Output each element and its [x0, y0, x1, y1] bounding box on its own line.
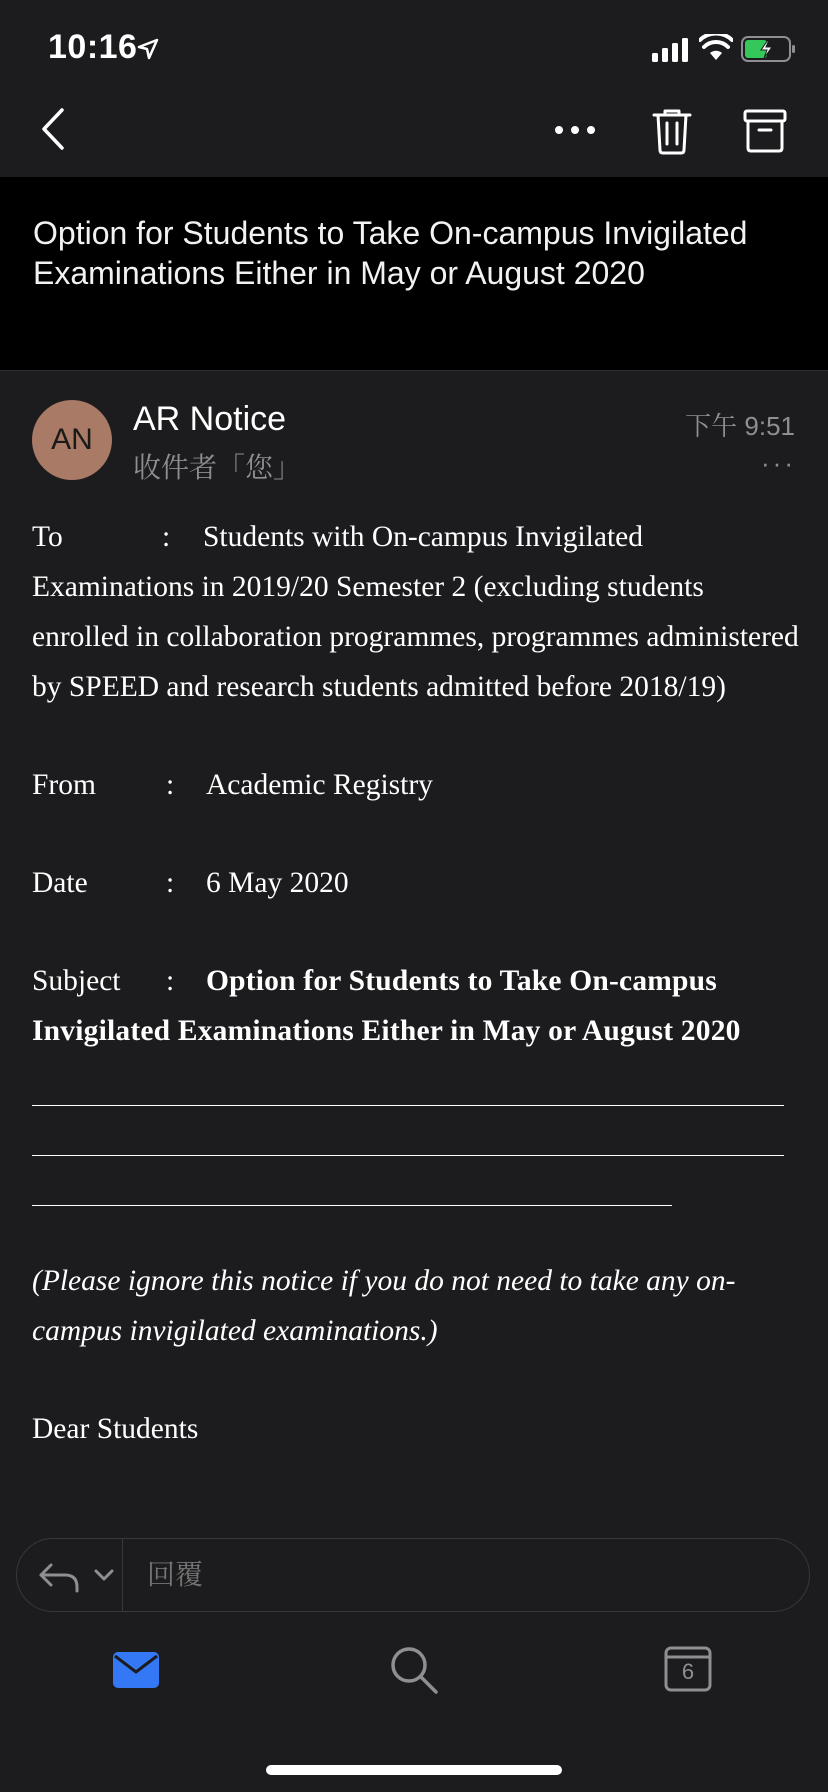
delete-button[interactable] [650, 106, 694, 156]
tab-calendar[interactable] [664, 1644, 712, 1692]
more-options-button[interactable] [552, 110, 598, 150]
calendar-day: 6 [681, 1659, 695, 1684]
chevron-left-icon [34, 104, 74, 154]
subject-banner [0, 177, 828, 371]
chevron-down-icon[interactable] [93, 1567, 115, 1583]
greeting: Dear Students [32, 1413, 199, 1445]
battery-charging-icon [741, 35, 797, 63]
cellular-signal-icon [652, 38, 690, 62]
to-value: Students with On-campus Invigilated Examinations in 2019/20 Semester 2 (excluding students enrolled in collaboration programmes, programmes administered by SPEED and research students admitted before 2018/19) [32, 521, 799, 703]
to-label: To [32, 521, 63, 553]
back-button[interactable] [34, 104, 74, 154]
date-label: Date [32, 867, 88, 899]
separator-line [32, 1056, 784, 1106]
message-time: 下午 9:51 [685, 411, 795, 441]
tab-mail[interactable] [112, 1650, 160, 1690]
reply-arrow-icon[interactable] [37, 1561, 81, 1593]
message-more-button[interactable]: ··· [761, 448, 796, 478]
separator-line [32, 1106, 784, 1156]
separator-line [32, 1156, 672, 1206]
from-label: From [32, 769, 96, 801]
home-indicator [266, 1765, 562, 1775]
date-line [32, 858, 802, 908]
mail-envelope-icon [112, 1650, 160, 1690]
subject-label: Subject [32, 965, 121, 997]
tab-search[interactable] [388, 1644, 440, 1696]
ignore-note: (Please ignore this notice if you do not need to take any on-campus invigilated examinations.) [32, 1265, 736, 1347]
message-body [32, 512, 802, 1454]
reply-bar [16, 1538, 810, 1612]
colon: : [162, 521, 171, 553]
wifi-icon [699, 34, 733, 62]
to-line [32, 512, 802, 712]
sender-avatar[interactable]: AN [32, 400, 112, 480]
from-line [32, 760, 802, 810]
recipient-line: 收件者「您」 [133, 452, 302, 483]
message-subject: Option for Students to Take On-campus Invigilated Examinations Either in May or August 2020 [33, 215, 748, 291]
date-value: 6 May 2020 [206, 867, 349, 899]
reply-divider [122, 1539, 123, 1611]
archive-box-icon [742, 108, 788, 154]
colon: : [166, 769, 175, 801]
separator-lines [32, 1056, 784, 1206]
colon: : [166, 965, 175, 997]
trash-icon [650, 106, 694, 156]
location-arrow-icon [137, 38, 159, 60]
status-time: 10:16 [48, 28, 138, 66]
colon: : [166, 867, 175, 899]
reply-input[interactable] [145, 1557, 769, 1592]
subject-line [32, 956, 802, 1056]
archive-button[interactable] [742, 108, 788, 154]
search-icon [388, 1644, 440, 1696]
from-value: Academic Registry [206, 769, 433, 801]
subject-value: Option for Students to Take On-campus Invigilated Examinations Either in May or August 2020 [32, 965, 741, 1047]
sender-name[interactable]: AR Notice [133, 400, 287, 438]
ellipsis-icon [552, 110, 598, 150]
